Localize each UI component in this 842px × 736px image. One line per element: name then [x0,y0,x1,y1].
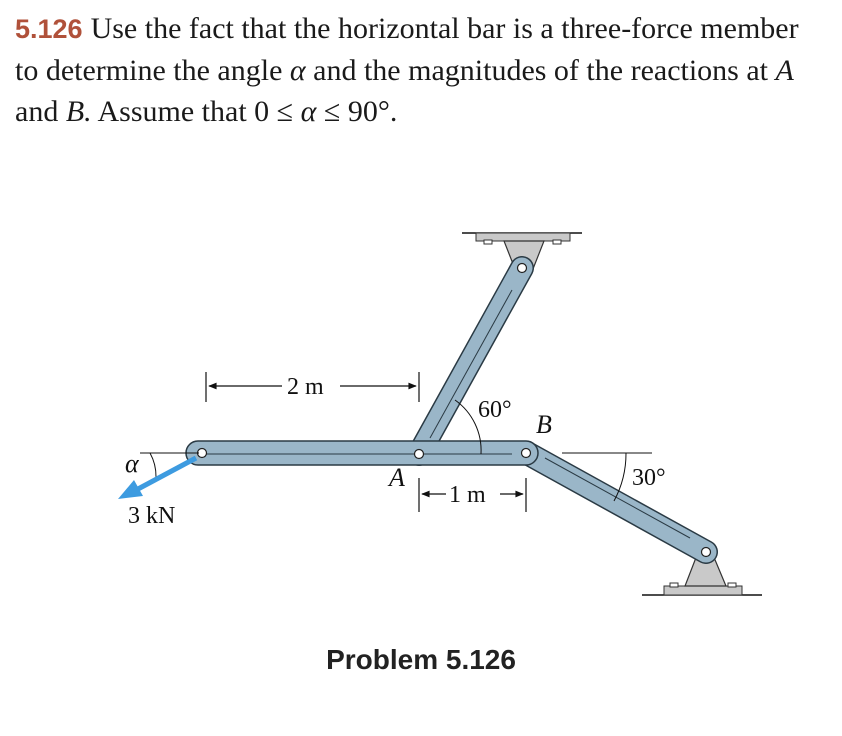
label-a: A [389,463,405,492]
label-b: B [536,410,552,439]
angle-30-label: 30° [632,465,666,491]
alpha-arc [150,453,156,477]
text-part3: and [15,95,66,128]
force-arrow-head [118,480,143,499]
alpha-symbol-2: α [300,95,317,128]
alpha-symbol: α [289,54,306,87]
problem-number: 5.126 [15,14,83,44]
dim-2m-label: 2 m [287,374,324,400]
upper-link [419,268,522,454]
text-part4: Assume that 0 ≤ [91,95,301,128]
text-part2: and the magnitudes of the reactions at [305,54,776,87]
horizontal-bar [186,441,538,465]
dim-1m-label: 1 m [449,482,486,508]
label-a-inline: A [775,54,794,87]
pin-bottom [702,548,711,557]
force-arrow-shaft [138,458,196,489]
pin-b [522,449,531,458]
text-part5: ≤ 90°. [316,95,398,128]
angle-60-label: 60° [478,397,512,423]
label-b-inline: B. [65,95,92,128]
text-part1: Use the fact that the horizontal bar is a three-force member to determine the angle [15,12,799,87]
lower-link [527,453,706,552]
force-label: 3 kN [128,503,176,529]
pin-a [415,450,424,459]
pin-top [518,264,527,273]
figure-caption: Problem 5.126 [326,644,516,675]
alpha-label: α [125,449,139,478]
